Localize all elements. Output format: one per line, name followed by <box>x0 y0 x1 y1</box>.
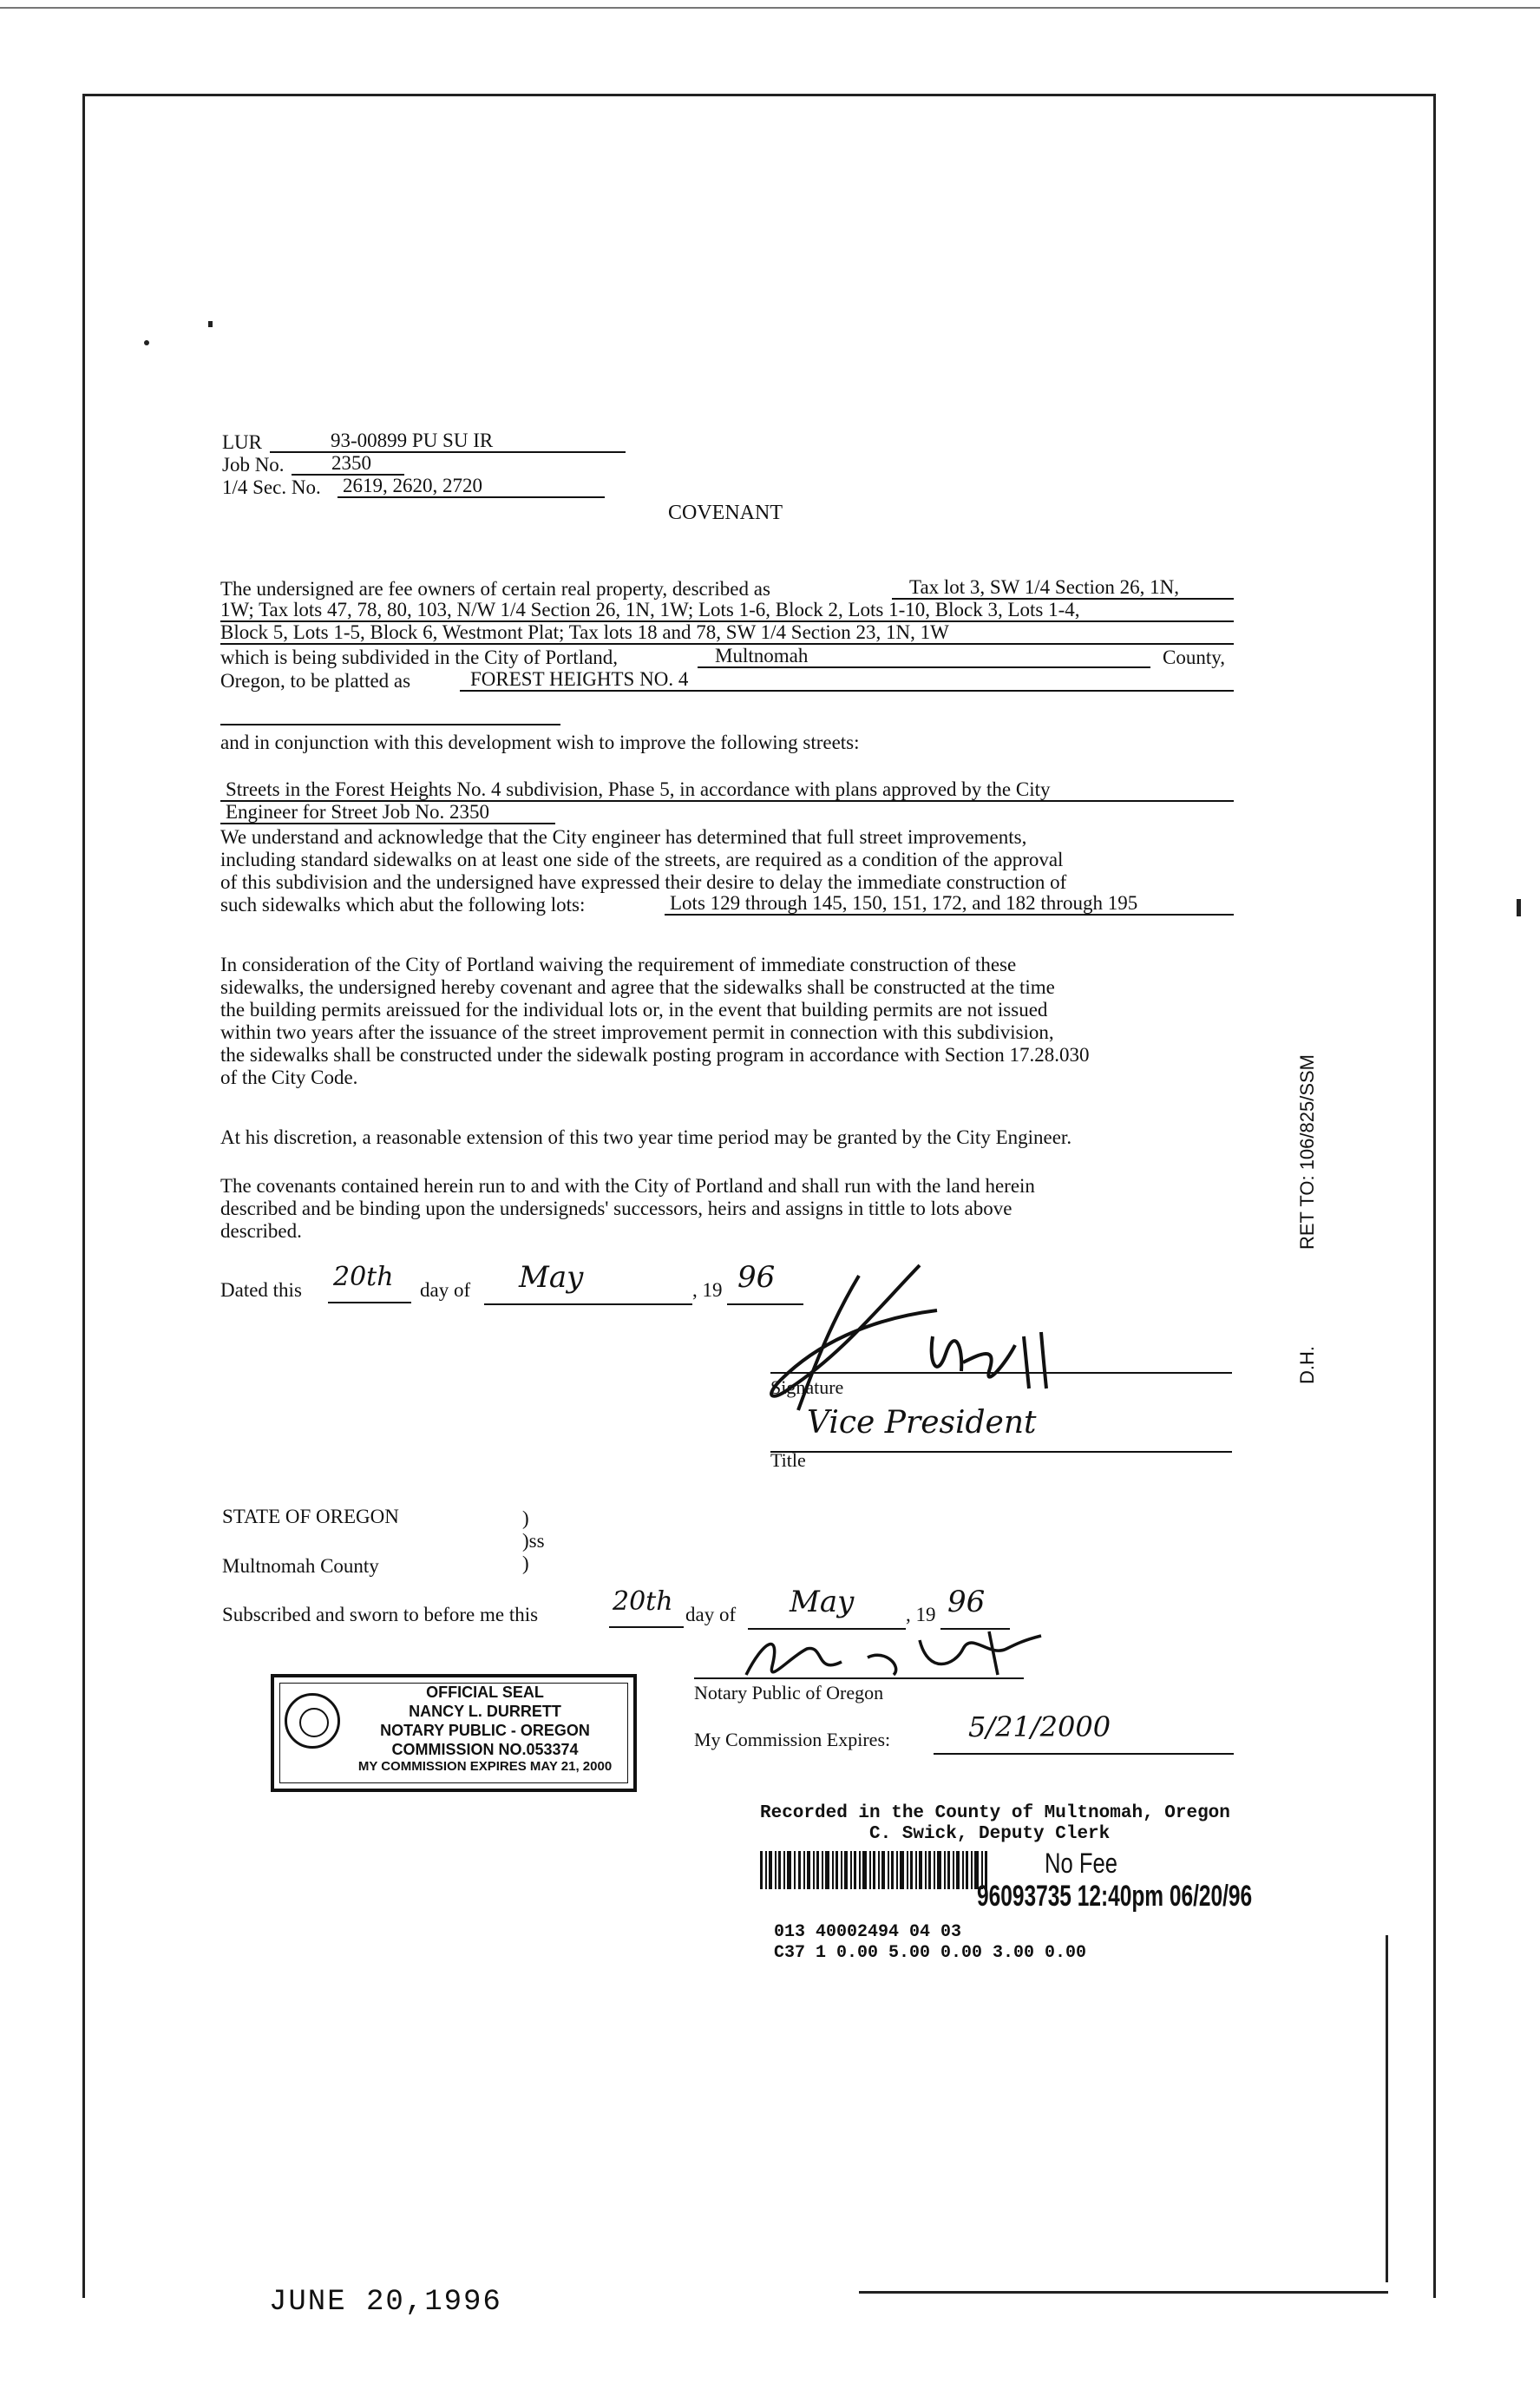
frame-border-inner-right <box>1386 1935 1388 2282</box>
subdiv-text: which is being subdivided in the City of Portland, <box>220 647 619 668</box>
notary-label: Notary Public of Oregon <box>694 1682 884 1703</box>
county-value: Multnomah <box>698 646 1150 668</box>
frame-border-right <box>1433 94 1436 2298</box>
para4-line4: within two years after the issuance of the street improvement permit in connection with this subdivision, <box>220 1021 1054 1043</box>
dated-month-handwritten: May <box>519 1260 584 1295</box>
platted-text: Oregon, to be platted as <box>220 670 411 692</box>
para4-line1: In consideration of the City of Portland waiving the requirement of immediate construction of these <box>220 954 1017 975</box>
venue-county: Multnomah County <box>222 1555 379 1577</box>
para2-intro: and in conjunction with this development wish to improve the following streets: <box>220 732 860 753</box>
seal-line3: NOTARY PUBLIC - OREGON <box>380 1722 590 1739</box>
seal-line2: NANCY L. DURRETT <box>409 1703 561 1720</box>
venue-paren1: ) <box>522 1507 529 1529</box>
job-value: 2350 <box>292 453 404 476</box>
county-label: County, <box>1163 647 1225 668</box>
venue-ss: )ss <box>522 1530 545 1552</box>
streets-line1: Streets in the Forest Heights No. 4 subdivision, Phase 5, in accordance with plans approved by the City <box>220 779 1234 802</box>
para4-line3: the building permits areissued for the individual lots or, in the event that building permits are not issued <box>220 999 1048 1021</box>
expires-label: My Commission Expires: <box>694 1729 891 1750</box>
sworn-day-of: day of <box>685 1604 737 1625</box>
streets-line2: Engineer for Street Job No. 2350 <box>220 802 555 824</box>
property-desc-line2: 1W; Tax lots 47, 78, 80, 103, N/W 1/4 Section 26, 1N, 1W; Lots 1-6, Block 2, Lots 1-10, Block 3, Lots 1-4, <box>220 600 1234 622</box>
dated-year-prefix: , 19 <box>692 1279 723 1301</box>
sec-label: 1/4 Sec. No. <box>222 476 321 498</box>
platted-value: FOREST HEIGHTS NO. 4 <box>460 669 1234 692</box>
signature-label: Signature <box>770 1376 844 1398</box>
frame-border-left <box>82 94 85 2298</box>
para6-line3: described. <box>220 1220 302 1242</box>
para5: At his discretion, a reasonable extension of this two year time period may be granted by the City Engineer. <box>220 1126 1072 1148</box>
venue-state: STATE OF OREGON <box>222 1506 399 1527</box>
para4-line6: of the City Code. <box>220 1067 358 1088</box>
para6-line2: described and be binding upon the undersigneds' successors, heirs and assigns in tittle to lots above <box>220 1198 1012 1219</box>
lots-value: Lots 129 through 145, 150, 151, 172, and 182 through 195 <box>665 893 1234 916</box>
para4-line5: the sidewalks shall be constructed under the sidewalk posting program in accordance with Section 17.28.030 <box>220 1044 1090 1066</box>
para4-line2: sidewalks, the undersigned hereby covenant and agree that the sidewalks shall be constructed at the time <box>220 976 1055 998</box>
ret-to-margin-note: RET TO: 106/825/SSM <box>1296 1054 1318 1250</box>
sworn-day-field <box>609 1586 684 1628</box>
no-fee-text: No Fee <box>1045 1848 1117 1879</box>
recording-line1: Recorded in the County of Multnomah, Oregon <box>760 1803 1230 1823</box>
job-label: Job No. <box>222 454 285 476</box>
frame-border-bottom <box>859 2291 1388 2294</box>
lur-value: 93-00899 PU SU IR <box>270 430 626 453</box>
dated-day-handwritten: 20th <box>333 1262 394 1292</box>
sworn-year-prefix: , 19 <box>906 1604 936 1625</box>
seal-line5: MY COMMISSION EXPIRES MAY 21, 2000 <box>357 1759 613 1774</box>
scan-speck <box>208 321 213 327</box>
dated-prefix: Dated this <box>220 1279 302 1301</box>
para1-intro: The undersigned are fee owners of certain real property, described as <box>220 578 770 600</box>
seal-text-block <box>344 1683 626 1775</box>
initials-margin-note: D.H. <box>1296 1346 1318 1384</box>
title-field <box>770 1405 1232 1453</box>
sworn-year-handwritten: 96 <box>947 1585 986 1619</box>
official-seal-stamp <box>271 1674 637 1792</box>
notary-line <box>694 1677 1024 1679</box>
property-desc-line1: Tax lot 3, SW 1/4 Section 26, 1N, <box>892 577 1234 600</box>
sworn-month-handwritten: May <box>790 1585 855 1619</box>
para3-line2: including standard sidewalks on at least one side of the streets, are required as a condition of the approval <box>220 849 1064 870</box>
para3-line1: We understand and acknowledge that the City engineer has determined that full street improvements, <box>220 826 1027 848</box>
para6-line1: The covenants contained herein run to and with the City of Portland and shall run with the land herein <box>220 1175 1035 1197</box>
scan-speck <box>144 340 149 345</box>
blank-rule <box>220 724 560 725</box>
title-handwritten: Vice President <box>807 1405 1037 1441</box>
lur-label: LUR <box>222 431 262 453</box>
recording-line5: C37 1 0.00 5.00 0.00 3.00 0.00 <box>774 1943 1087 1963</box>
expires-handwritten: 5/21/2000 <box>968 1710 1111 1743</box>
sec-value: 2619, 2620, 2720 <box>337 476 605 498</box>
footer-date-stamp: JUNE 20,1996 <box>269 2286 502 2319</box>
document-title: COVENANT <box>668 502 783 524</box>
venue-paren2: ) <box>522 1552 529 1574</box>
frame-border-top <box>82 94 1436 96</box>
property-desc-line3: Block 5, Lots 1-5, Block 6, Westmont Plat; Tax lots 18 and 78, SW 1/4 Section 23, 1N, 1W <box>220 622 1234 645</box>
expires-field <box>934 1710 1234 1755</box>
scan-edge-line <box>0 7 1540 9</box>
signature-line <box>770 1372 1232 1374</box>
para3-line4: such sidewalks which abut the following lots: <box>220 894 586 916</box>
dated-month-field <box>484 1260 692 1305</box>
dated-day-field <box>328 1262 411 1303</box>
sworn-day-handwritten: 20th <box>613 1586 673 1617</box>
state-seal-emblem-icon <box>285 1693 340 1749</box>
dated-day-of: day of <box>420 1279 471 1301</box>
dated-year-handwritten: 96 <box>737 1260 776 1295</box>
recording-number-line: 96093735 12:40pm 06/20/96 <box>977 1880 1253 1913</box>
recording-line2: C. Swick, Deputy Clerk <box>869 1824 1111 1844</box>
seal-line1: OFFICIAL SEAL <box>426 1684 544 1701</box>
title-label: Title <box>770 1449 806 1471</box>
seal-line4: COMMISSION NO.053374 <box>391 1741 579 1758</box>
para3-line3: of this subdivision and the undersigned have expressed their desire to delay the immediate construction of <box>220 871 1067 893</box>
recording-barcode <box>760 1851 987 1889</box>
recording-line4: 013 40002494 04 03 <box>774 1922 962 1942</box>
sworn-prefix: Subscribed and sworn to before me this <box>222 1604 539 1625</box>
scan-speck <box>1517 899 1521 916</box>
